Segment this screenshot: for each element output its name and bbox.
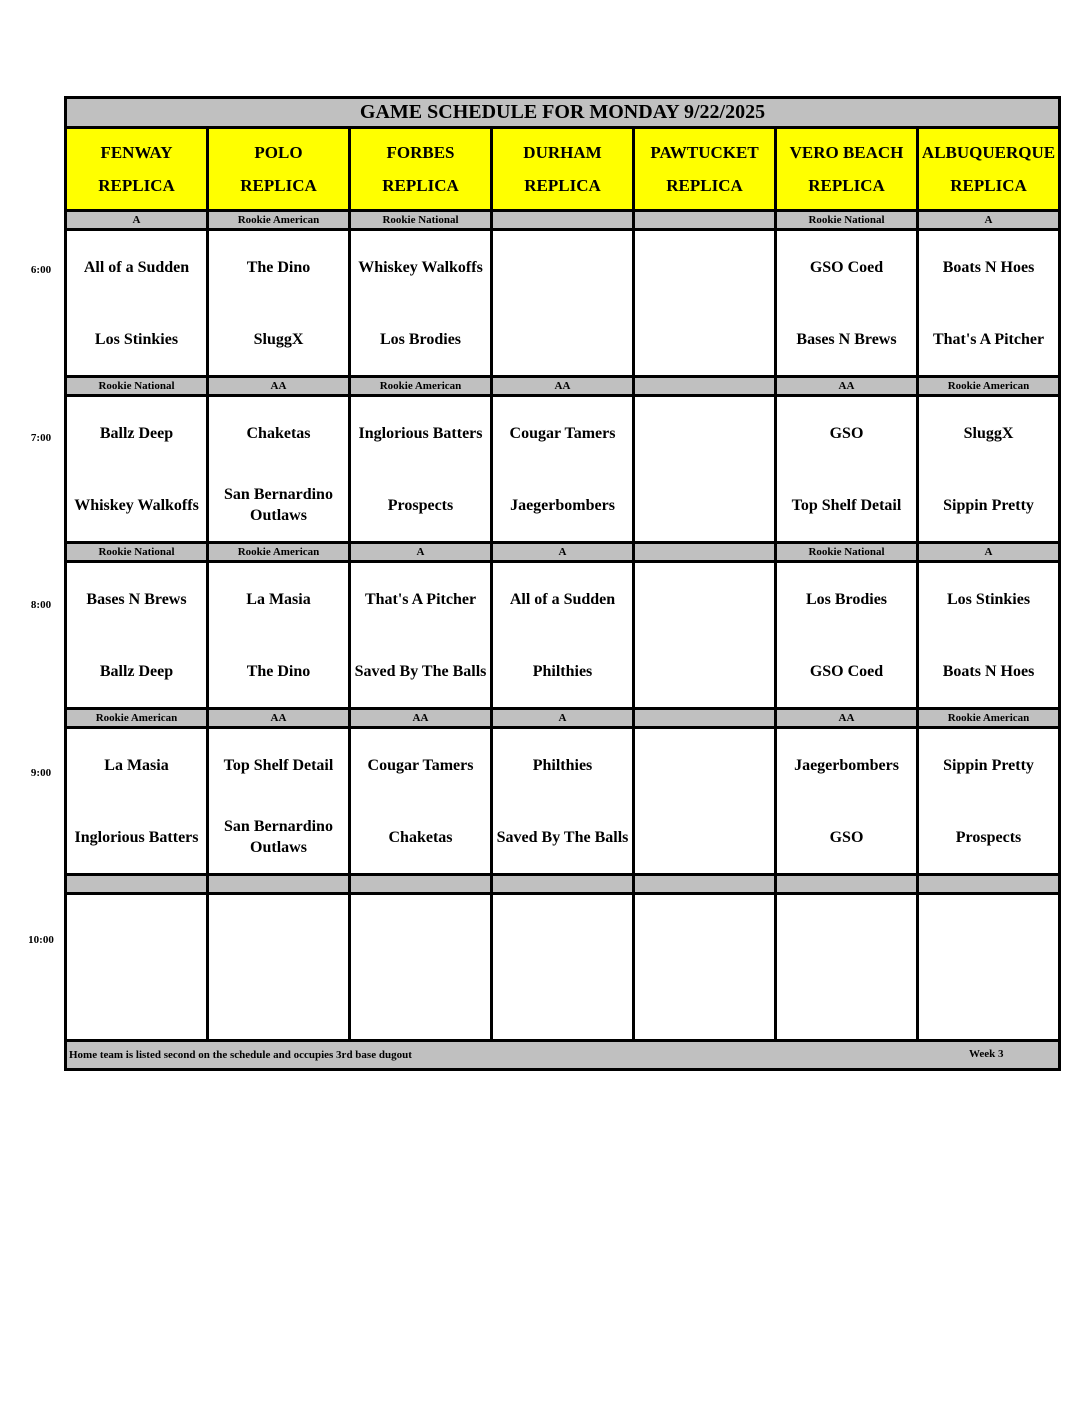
game-cell xyxy=(776,562,918,709)
away-team: La Masia xyxy=(246,590,311,608)
game-cell xyxy=(634,894,776,1041)
division-label: A xyxy=(350,543,492,562)
game-cell xyxy=(634,728,776,875)
away-team: Sippin Pretty xyxy=(943,756,1034,774)
away-team: Boats N Hoes xyxy=(942,258,1035,276)
footer-bar xyxy=(66,1041,1060,1070)
away-team xyxy=(635,895,774,967)
field-header xyxy=(66,128,208,211)
division-label: A xyxy=(918,543,1060,562)
game-cell xyxy=(492,894,634,1041)
home-team: GSO Coed xyxy=(809,662,884,680)
game-cell xyxy=(350,562,492,709)
game-cell xyxy=(492,728,634,875)
home-team xyxy=(635,801,774,873)
away-team: La Masia xyxy=(104,756,169,774)
field-sub: REPLICA xyxy=(240,176,317,195)
game-row xyxy=(66,728,1060,875)
home-team: Bases N Brews xyxy=(796,330,897,348)
home-team: Prospects xyxy=(387,496,454,514)
away-team: That's A Pitcher xyxy=(364,590,477,608)
field-name: POLO xyxy=(254,143,303,162)
game-cell xyxy=(350,230,492,377)
field-header xyxy=(634,128,776,211)
division-row xyxy=(66,709,1060,728)
away-team xyxy=(777,895,916,967)
division-label: AA xyxy=(208,377,350,396)
home-team: The Dino xyxy=(246,662,311,680)
away-team xyxy=(635,397,774,469)
field-header-row xyxy=(66,128,1060,211)
game-cell xyxy=(66,894,208,1041)
away-team: Bases N Brews xyxy=(86,590,187,608)
away-team: Top Shelf Detail xyxy=(223,756,334,774)
game-cell xyxy=(918,894,1060,1041)
home-team xyxy=(493,967,632,1039)
game-cell xyxy=(492,230,634,377)
home-team xyxy=(919,967,1058,1039)
division-label: AA xyxy=(350,709,492,728)
division-label: AA xyxy=(776,709,918,728)
division-label xyxy=(776,875,918,894)
home-team: Boats N Hoes xyxy=(942,662,1035,680)
field-name: DURHAM xyxy=(523,143,602,162)
division-label xyxy=(634,211,776,230)
home-team: Top Shelf Detail xyxy=(791,496,902,514)
game-row xyxy=(66,562,1060,709)
field-name: FORBES xyxy=(386,143,455,162)
field-header xyxy=(350,128,492,211)
division-label: AA xyxy=(492,377,634,396)
game-cell xyxy=(776,230,918,377)
division-row xyxy=(66,875,1060,894)
home-team: Whiskey Walkoffs xyxy=(74,496,199,514)
division-label xyxy=(208,875,350,894)
time-label: 7:00 xyxy=(30,432,52,444)
home-team xyxy=(351,967,490,1039)
slots-body xyxy=(66,211,1060,1041)
division-label: Rookie American xyxy=(918,709,1060,728)
home-team: That's A Pitcher xyxy=(932,330,1045,348)
division-label: Rookie American xyxy=(208,211,350,230)
division-label: AA xyxy=(208,709,350,728)
away-team: Inglorious Batters xyxy=(358,424,483,442)
game-cell xyxy=(918,728,1060,875)
division-label: A xyxy=(492,709,634,728)
home-team xyxy=(67,967,206,1039)
division-label: A xyxy=(918,211,1060,230)
field-name: ALBUQUERQUE xyxy=(921,143,1056,162)
time-label: 8:00 xyxy=(30,599,52,611)
field-header xyxy=(492,128,634,211)
home-team: San Bernardino Outlaws xyxy=(224,486,333,524)
away-team: Jaegerbombers xyxy=(794,756,899,774)
time-label: 6:00 xyxy=(30,264,52,276)
division-label: Rookie National xyxy=(776,211,918,230)
away-team: GSO xyxy=(829,424,864,442)
game-cell xyxy=(918,562,1060,709)
division-label: Rookie American xyxy=(66,709,208,728)
away-team xyxy=(209,895,348,967)
division-label xyxy=(634,543,776,562)
division-label xyxy=(492,211,634,230)
away-team xyxy=(67,895,206,967)
away-team: All of a Sudden xyxy=(83,258,190,276)
home-team xyxy=(635,303,774,375)
away-team xyxy=(635,231,774,303)
field-name: VERO BEACH xyxy=(789,143,904,162)
away-team: SluggX xyxy=(963,424,1014,442)
division-label: Rookie American xyxy=(350,377,492,396)
home-team: Prospects xyxy=(955,828,1022,846)
away-team: Los Stinkies xyxy=(946,590,1031,608)
away-team: Cougar Tamers xyxy=(509,424,616,442)
home-team: Los Stinkies xyxy=(94,330,179,348)
game-cell xyxy=(634,230,776,377)
away-team: Cougar Tamers xyxy=(367,756,474,774)
division-label: Rookie American xyxy=(208,543,350,562)
game-cell xyxy=(66,728,208,875)
away-team xyxy=(635,563,774,635)
home-team: Los Brodies xyxy=(379,330,462,348)
field-name: FENWAY xyxy=(100,143,173,162)
field-header xyxy=(208,128,350,211)
schedule-title: GAME SCHEDULE FOR MONDAY 9/22/2025 xyxy=(66,98,1060,128)
game-cell xyxy=(350,728,492,875)
game-cell xyxy=(776,894,918,1041)
game-row xyxy=(66,230,1060,377)
game-cell xyxy=(492,396,634,543)
division-label xyxy=(350,875,492,894)
away-team: GSO Coed xyxy=(809,258,884,276)
away-team xyxy=(351,895,490,967)
home-team: Philthies xyxy=(532,662,593,680)
field-header xyxy=(918,128,1060,211)
game-cell xyxy=(208,728,350,875)
home-team xyxy=(493,303,632,375)
away-team xyxy=(919,895,1058,967)
field-sub: REPLICA xyxy=(382,176,459,195)
field-name: PAWTUCKET xyxy=(650,143,759,162)
away-team: Philthies xyxy=(532,756,593,774)
game-cell xyxy=(66,230,208,377)
division-row xyxy=(66,211,1060,230)
home-team: Jaegerbombers xyxy=(510,496,615,514)
away-team: Whiskey Walkoffs xyxy=(358,258,483,276)
division-label xyxy=(492,875,634,894)
away-team: Chaketas xyxy=(246,424,311,442)
footer-note: Home team is listed second on the schedule and occupies 3rd base dugout xyxy=(69,1049,412,1061)
field-sub: REPLICA xyxy=(666,176,743,195)
division-label xyxy=(66,875,208,894)
division-label xyxy=(634,709,776,728)
away-team: All of a Sudden xyxy=(509,590,616,608)
division-label: Rookie National xyxy=(776,543,918,562)
home-team xyxy=(635,967,774,1039)
game-cell xyxy=(776,396,918,543)
division-label: Rookie National xyxy=(350,211,492,230)
away-team xyxy=(493,231,632,303)
division-label: Rookie National xyxy=(66,543,208,562)
division-label xyxy=(634,377,776,396)
division-label: AA xyxy=(776,377,918,396)
game-cell xyxy=(350,894,492,1041)
division-label: Rookie National xyxy=(66,377,208,396)
home-team xyxy=(209,967,348,1039)
field-sub: REPLICA xyxy=(808,176,885,195)
away-team: The Dino xyxy=(246,258,311,276)
schedule-table xyxy=(64,96,1061,1071)
field-sub: REPLICA xyxy=(98,176,175,195)
game-cell xyxy=(776,728,918,875)
home-team: Chaketas xyxy=(388,828,453,846)
home-team xyxy=(635,635,774,707)
game-cell xyxy=(208,562,350,709)
away-team: Ballz Deep xyxy=(99,424,174,442)
game-cell xyxy=(634,396,776,543)
away-team xyxy=(635,729,774,801)
game-row xyxy=(66,894,1060,1041)
game-cell xyxy=(208,894,350,1041)
time-label: 9:00 xyxy=(30,767,52,779)
away-team xyxy=(493,895,632,967)
home-team: Saved By The Balls xyxy=(354,662,487,680)
division-row xyxy=(66,377,1060,396)
game-cell xyxy=(918,396,1060,543)
game-cell xyxy=(918,230,1060,377)
game-row xyxy=(66,396,1060,543)
game-cell xyxy=(634,562,776,709)
home-team: Inglorious Batters xyxy=(74,828,199,846)
home-team xyxy=(635,469,774,541)
division-label: A xyxy=(492,543,634,562)
division-row xyxy=(66,543,1060,562)
home-team: San Bernardino Outlaws xyxy=(224,818,333,856)
home-team: Saved By The Balls xyxy=(496,828,629,846)
home-team: SluggX xyxy=(253,330,304,348)
home-team: Sippin Pretty xyxy=(943,496,1034,514)
division-label xyxy=(634,875,776,894)
week-label: Week 3 xyxy=(969,1048,1004,1060)
division-label: Rookie American xyxy=(918,377,1060,396)
game-cell xyxy=(66,396,208,543)
game-cell xyxy=(492,562,634,709)
game-cell xyxy=(350,396,492,543)
game-cell xyxy=(66,562,208,709)
time-label: 10:00 xyxy=(28,934,54,946)
game-cell xyxy=(208,230,350,377)
field-sub: REPLICA xyxy=(524,176,601,195)
home-team xyxy=(777,967,916,1039)
home-team: GSO xyxy=(829,828,864,846)
division-label: A xyxy=(66,211,208,230)
division-label xyxy=(918,875,1060,894)
home-team: Ballz Deep xyxy=(99,662,174,680)
field-header xyxy=(776,128,918,211)
field-sub: REPLICA xyxy=(950,176,1027,195)
game-cell xyxy=(208,396,350,543)
away-team: Los Brodies xyxy=(805,590,888,608)
